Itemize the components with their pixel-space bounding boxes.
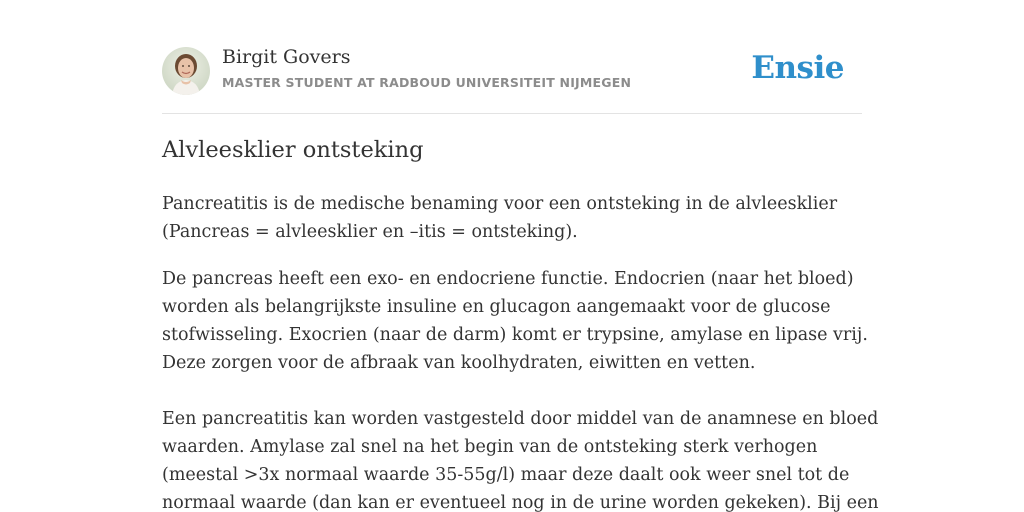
paragraph-1 xyxy=(162,190,862,246)
paragraph-line: De pancreas heeft een exo- en endocriene functie. Endocrien (naar het bloed) xyxy=(162,269,854,289)
paragraph-line: Pancreatitis is de medische benaming voor een ontsteking in de alvleesklier xyxy=(162,194,838,214)
paragraph-line: (Pancreas = alvleesklier en –itis = ontsteking). xyxy=(162,222,578,242)
paragraph-line: stofwisseling. Exocrien (naar de darm) komt er trypsine, amylase en lipase vrij. xyxy=(162,325,868,345)
author-header xyxy=(162,46,862,114)
paragraph-line: Deze zorgen voor de afbraak van koolhydraten, eiwitten en vetten. xyxy=(162,353,756,373)
author-name[interactable]: Birgit Govers xyxy=(222,46,351,68)
author-avatar[interactable] xyxy=(162,47,210,95)
article-title: Alvleesklier ontsteking xyxy=(162,137,424,163)
paragraph-line: normaal waarde (dan kan er eventueel nog in de urine worden gekeken). Bij een xyxy=(162,493,879,512)
paragraph-line: (meestal >3x normaal waarde 35-55g/l) maar deze daalt ook weer snel tot de xyxy=(162,465,850,485)
paragraph-line: worden als belangrijkste insuline en glucagon aangemaakt voor de glucose xyxy=(162,297,831,317)
author-role: MASTER STUDENT AT RADBOUD UNIVERSITEIT NIJMEGEN xyxy=(222,75,632,90)
paragraph-3 xyxy=(162,405,879,512)
paragraph-line: waarden. Amylase zal snel na het begin van de ontsteking sterk verhogen xyxy=(162,437,818,457)
ensie-logo[interactable]: Ensie xyxy=(751,50,844,86)
paragraph-line: Een pancreatitis kan worden vastgesteld door middel van de anamnese en bloed xyxy=(162,409,879,429)
paragraph-2 xyxy=(162,265,868,377)
